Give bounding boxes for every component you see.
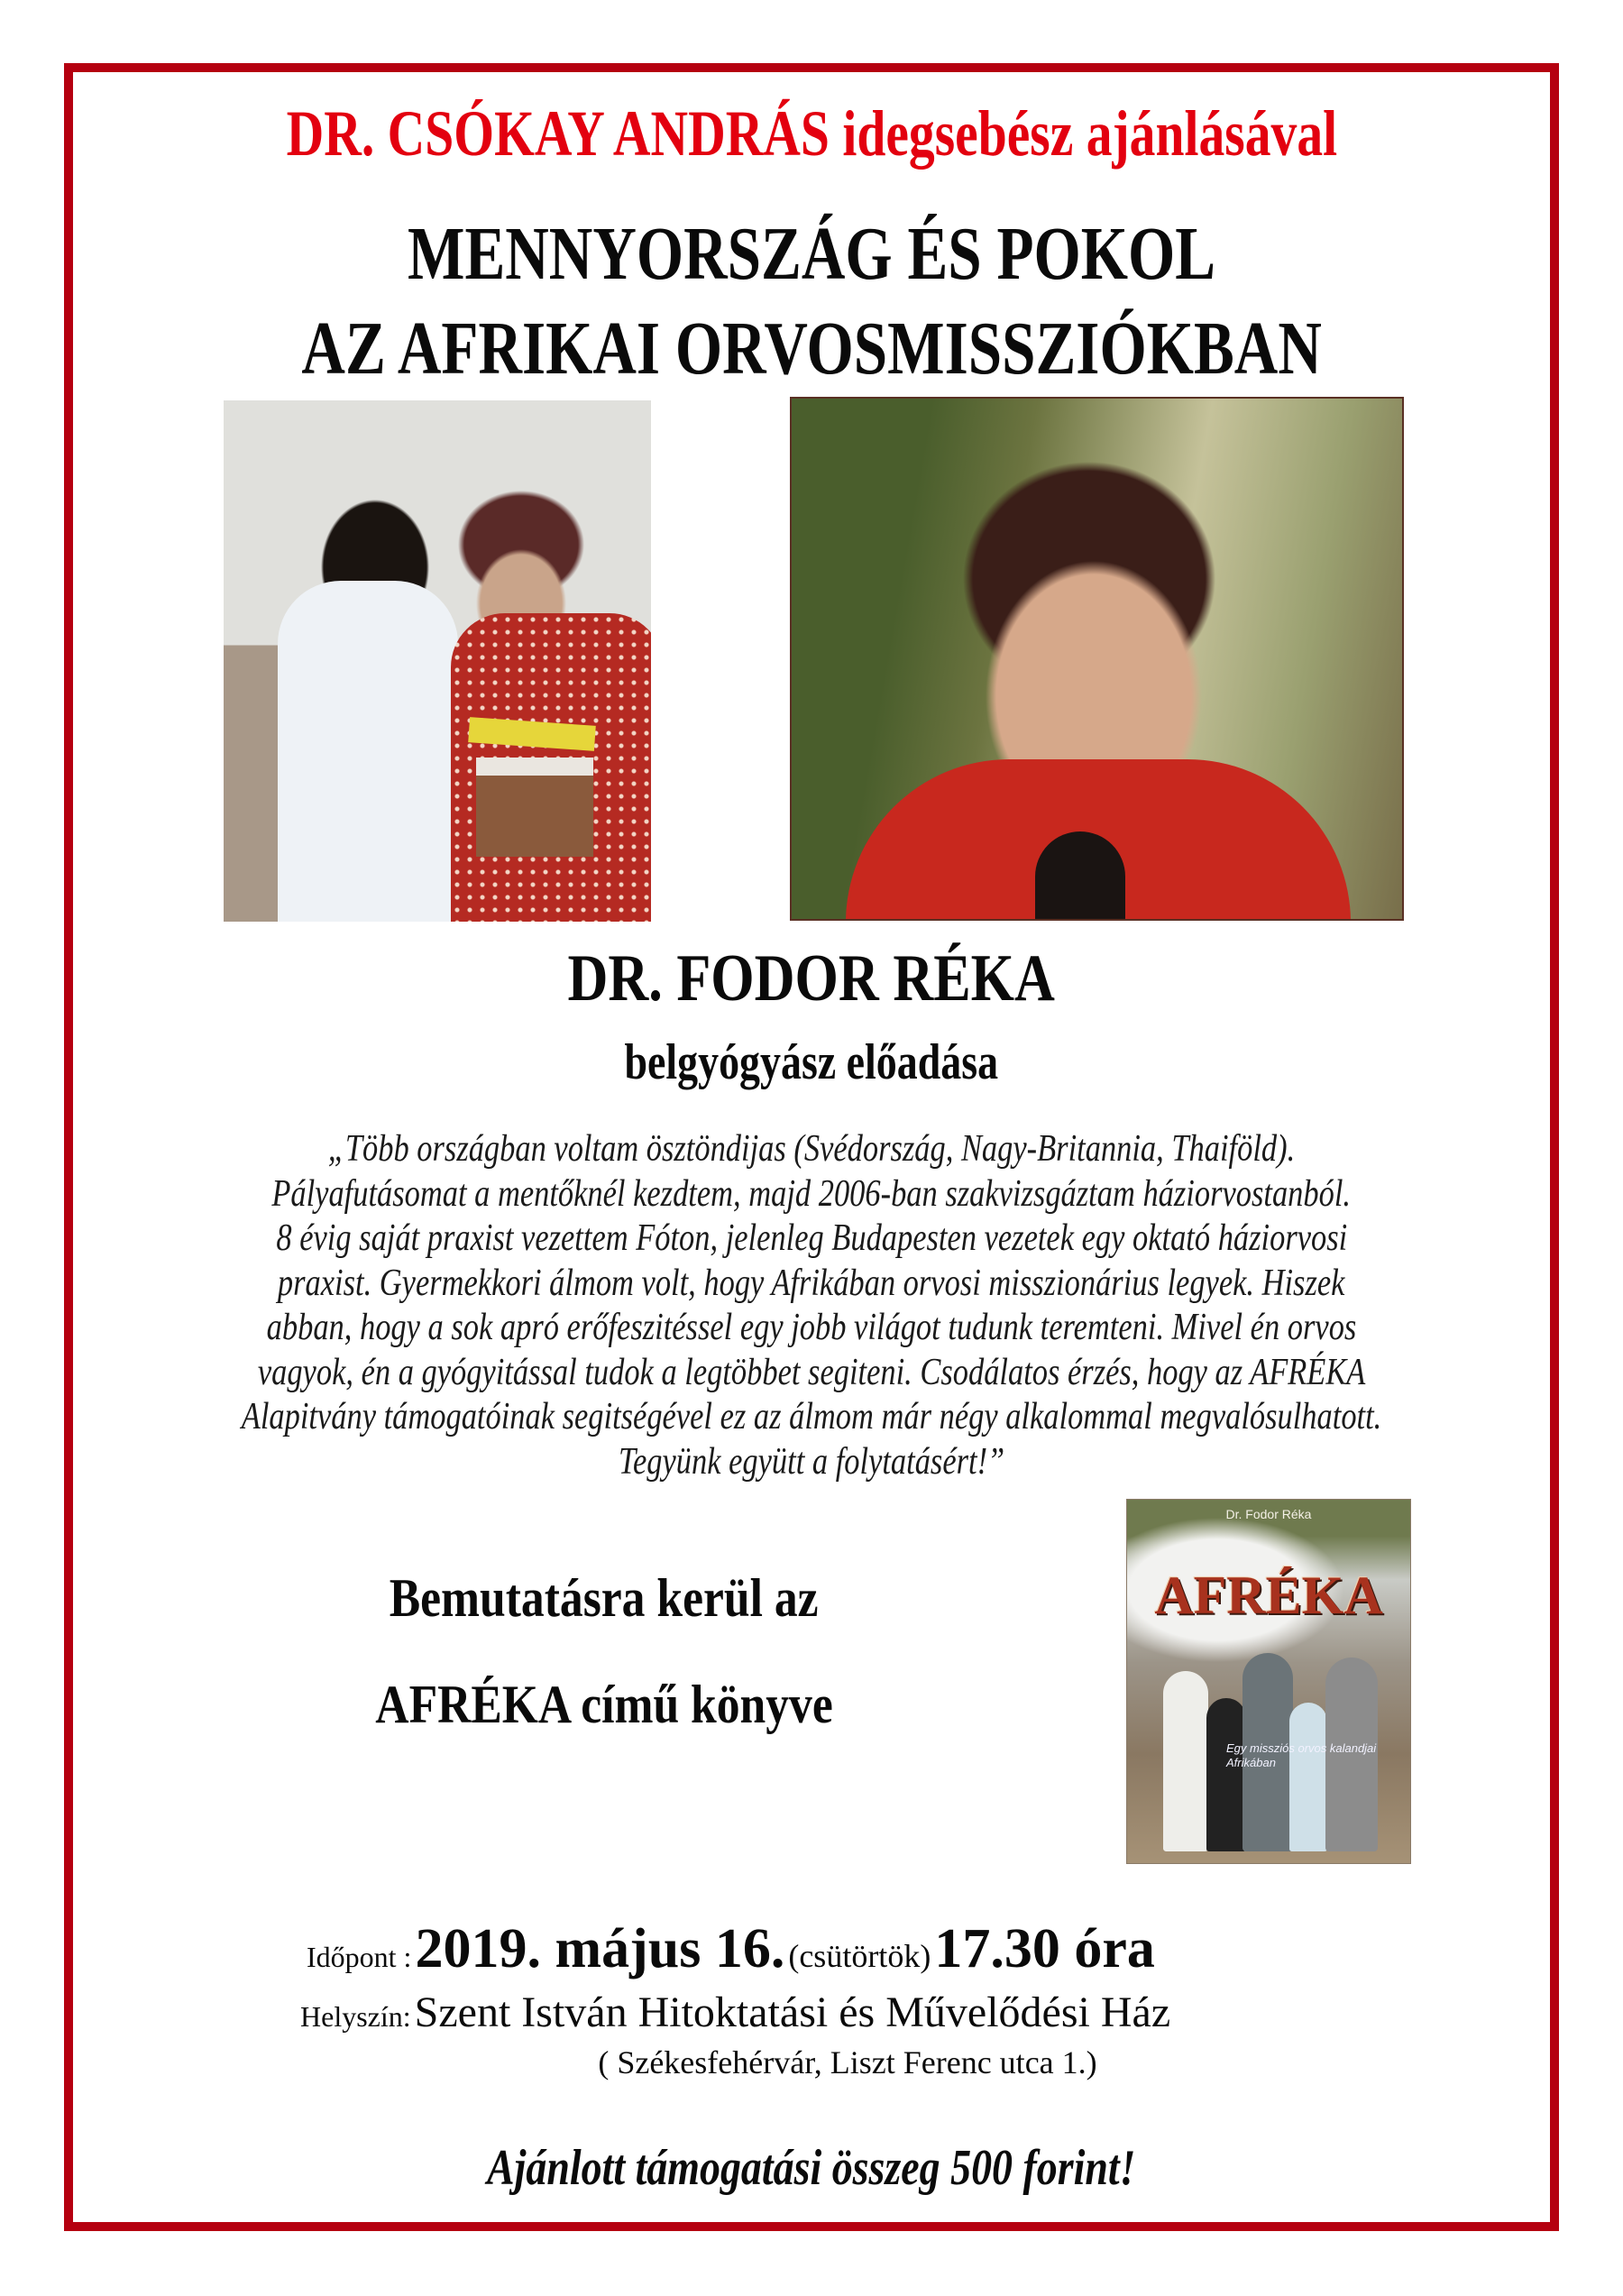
event-place-row bbox=[300, 1988, 1170, 2037]
speaker-name-text: DR. FODOR RÉKA bbox=[567, 941, 1056, 1015]
nurse-figure bbox=[278, 581, 458, 922]
speaker-role bbox=[0, 1034, 1623, 1090]
book-promo-text-2: AFRÉKA című könyve bbox=[375, 1675, 833, 1734]
quote-line: Tegyünk együtt a folytatásért!” bbox=[618, 1440, 1005, 1483]
quote-line: Alapitvány támogatóinak segitségével ez az álmom már négy alkalommal megvalósulhatott. bbox=[241, 1396, 1382, 1437]
donation-text: Ajánlott támogatási összeg 500 forint! bbox=[487, 2140, 1136, 2196]
book-promo-line-1 bbox=[270, 1568, 938, 1628]
quote-line: 8 évig saját praxist vezettem Fóton, jelenleg Budapesten vezetek egy oktató háziorvosi bbox=[276, 1217, 1347, 1259]
place-label: Helyszín: bbox=[300, 2000, 411, 2033]
donation-line bbox=[0, 2140, 1623, 2196]
quote-line: vagyok, én a gyógyitással tudok a legtöbbet segiteni. Csodálatos érzés, hogy az AFRÉKA bbox=[257, 1351, 1366, 1393]
recommendation-text: DR. CSÓKAY ANDRÁS idegsebész ajánlásával bbox=[286, 97, 1337, 170]
book-cover-subtitle: Egy missziós orvos kalandjai Afrikában bbox=[1226, 1741, 1377, 1769]
book-promo-line-2 bbox=[270, 1675, 938, 1734]
black-shirt bbox=[1035, 831, 1125, 921]
event-date: 2019. május 16. bbox=[415, 1918, 785, 1979]
book-cover-author: Dr. Fodor Réka bbox=[1225, 1507, 1312, 1521]
headline-line-1 bbox=[0, 212, 1623, 296]
headline-line-2 bbox=[0, 307, 1623, 390]
headline-text-1: MENNYORSZÁG ÉS POKOL bbox=[407, 212, 1216, 296]
speaker-name bbox=[0, 941, 1623, 1015]
book-cover-title: AFRÉKA bbox=[1154, 1566, 1383, 1625]
headline-text-2: AZ AFRIKAI ORVOSMISSZIÓKBAN bbox=[301, 307, 1322, 390]
quote-line: „Több országban voltam ösztöndijas (Svédország, Nagy-Britannia, Thaiföld). bbox=[327, 1128, 1296, 1170]
book-cover-image bbox=[1126, 1499, 1411, 1864]
recommendation-line bbox=[0, 97, 1623, 170]
event-address: ( Székesfehérvár, Liszt Ferenc utca 1.) bbox=[598, 2044, 1097, 2080]
book-promo-text-1: Bemutatásra kerül az bbox=[390, 1568, 819, 1628]
event-time: 17.30 óra bbox=[934, 1918, 1155, 1979]
quote-line: abban, hogy a sok apró erőfeszitéssel egy jobb világot tudunk teremteni. Mivel én orvos bbox=[266, 1307, 1357, 1348]
event-venue: Szent István Hitoktatási és Művelődési Ház bbox=[414, 1988, 1171, 2036]
speaker-quote bbox=[90, 1127, 1533, 1484]
quote-line: praxist. Gyermekkori álmom volt, hogy Afrikában orvosi misszionárius legyek. Hiszek bbox=[278, 1262, 1345, 1304]
event-time-row bbox=[307, 1917, 1155, 1981]
speaker-role-text: belgyógyász előadása bbox=[624, 1034, 999, 1090]
dress-building-print bbox=[476, 758, 593, 857]
photo-portrait-red-jacket bbox=[790, 397, 1404, 921]
time-label: Időpont : bbox=[307, 1941, 412, 1973]
quote-line: Pályafutásomat a mentőknél kezdtem, majd 2006-ban szakvizsgáztam háziorvostanból. bbox=[271, 1172, 1352, 1215]
photo-nurse-and-doctor bbox=[224, 400, 651, 922]
event-weekday: (csütörtök) bbox=[788, 1938, 931, 1974]
